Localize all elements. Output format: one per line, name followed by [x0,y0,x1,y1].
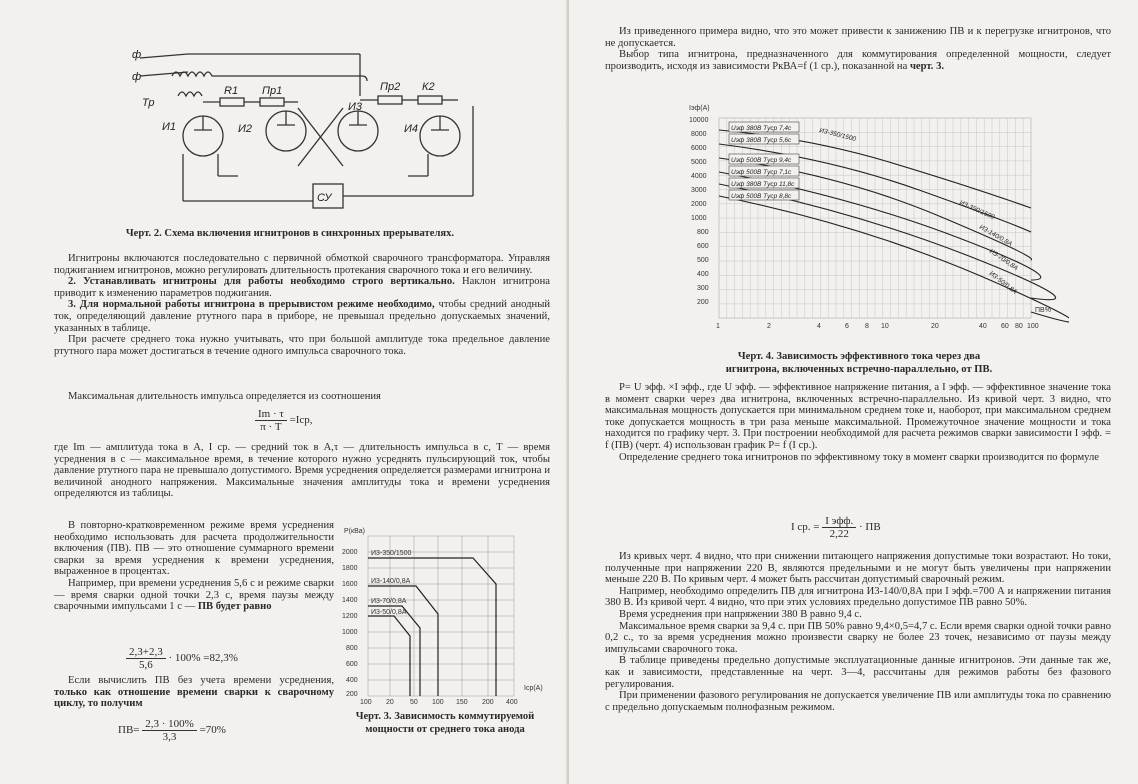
bold-run: черт. 3. [909,60,945,72]
fig4-y-tick: 5000 [691,159,707,166]
fig4-x-tick: 20 [931,323,939,330]
fig3-y-tick: 600 [346,661,358,668]
fig4-x-tick: 100 [1027,323,1039,330]
schematic-label-i1: И1 [162,121,176,133]
paragraph [605,49,1111,72]
fig3-y-title: Р(кВа) [344,528,365,535]
fig3-curve-label: И3-70/0,8А [371,598,407,605]
right-page [569,0,1138,784]
paragraph: Из приведенного примера видно, что это может привести к занижению ПВ и к перегрузке игнитронов, что не допускается. [605,26,1111,49]
fig4-y-tick: 3000 [691,187,707,194]
fig3-y-tick: 1000 [342,629,358,636]
paragraph: где Im — амплитуда тока в А, I ср. — средний ток в А,τ — длительность импульса в с, T — время усреднения в с — максимальное время, в течение которого нужно усреднять пульсирующий ток, чтобы давление ртутного пара не превышало допустимого. Время усреднения определяется размерами игнитрона и величиной анодного напряжения. Максимальные значения амплитуды тока и времени усреднения определяются из таблицы. [54,442,550,500]
fig4-y-title: Iэф(А) [689,105,710,112]
fig3-caption: Черт. 3. Зависимость коммутируемой мощности от среднего тока анода [355,711,535,735]
fig4-x-tick: 80 [1015,323,1023,330]
formula-rhs: =70% [199,724,226,737]
right-text-bottom [605,551,1111,713]
paragraph: Определение среднего тока игнитронов по эффективному току в момент сварки производится по формуле [619,451,1100,463]
paragraph: P= U эфф. ×I эфф., где U эфф. — эффективное напряжение питания, а I эфф. — эффективное значение тока в момент сварки через два игнитрона, включенных встречно-параллельно. Из кривой черт. 3 видно, что максимальная мощность допускается при минимальном среднем токе и, наоборот, при максимальном среднем токе допускается мощность в три раза меньше максимальной. Промежуточное значение мощности и тока находится по графику черт. 3. При построении необходимой для расчета режимов сварки зависимости I эфф. = f (ПВ) (черт. 4) использован график P= f (I ср.). [605,382,1111,451]
paragraph: В таблице приведены предельно допустимые эксплуатационные данные игнитронов. Эти данные так же, как и зависимости, представленные на черт. 3—4, рассчитаны для режимов работы без фазового регулирования. [605,655,1111,690]
text-run: Выбор типа игнитрона, предназначенного для коммутирования определенной мощности, следует производить, исходя из зависимости PкВА=f (1 ср.), показанной на [605,49,1111,72]
fig4-x-tick: 40 [979,323,987,330]
fig4-y-tick: 2000 [691,201,707,208]
formula-denominator: 3,3 [162,731,177,743]
fig4-x-tick: 10 [881,323,889,330]
fig3-curve-label: И3-50/0,8А [371,609,407,616]
fig4-curve-label: И3-350/1500 [958,199,996,222]
left-text-column [54,520,334,613]
formula-lhs: I ср. = [791,521,820,534]
formula-numerator: I эфф. [822,515,856,528]
fig3-x-tick: 200 [482,699,494,704]
paragraph: Игнитроны включаются последовательно с первичной обмоткой сварочного трансформатора. Управляя поджиганием игнитронов, можно регулировать длительность протекания сварочного тока и его величину. [54,253,550,276]
fig3-x-title: Iср(А) [524,685,543,692]
bold-lead: 3. Для нормальной работы игнитрона в прерывистом режиме необходимо, [68,299,435,311]
formula-icp [255,408,313,433]
fig4-y-tick: 200 [697,299,709,306]
text-run: Если вычислить ПВ без учета времени усреднения, [68,675,334,686]
schematic-label-phase-1: ф [132,49,142,61]
formula-numerator: 2,3 · 100% [142,718,197,731]
fig4-y-tick: 800 [697,229,709,236]
fig3-y-tick: 800 [346,645,358,652]
fig4-y-tick: 10000 [689,117,709,124]
formula-rhs: =Icp, [289,414,313,427]
fig3-x-tick: 100 [360,699,372,704]
schematic-label-i4: И4 [404,123,418,135]
fig4-caption [649,350,1069,376]
fig4-x-tick: 2 [767,323,771,330]
paragraph: В повторно-кратковременном режиме время усреднения необходимо использовать для расчета продолжительности включения (ПВ). ПВ — это отношение суммарного времени сварки за время усреднения к времени усреднения, выраженное в процентах. [54,520,334,578]
fig3-y-tick: 2000 [342,549,358,556]
paragraph: Например, необходимо определить ПВ для игнитрона И3-140/0,8А при I эфф.=700 А и напряжении питания 380 В. Из кривой черт. 4 видно, что при этих условиях предельно допустимое ПВ равно 50%. [605,585,1111,609]
formula-rhs: · 100% =82,3% [168,652,238,665]
paragraph: Время усреднения при напряжении 380 В равно 9,4 с. [619,608,862,620]
fig4-y-tick: 400 [697,271,709,278]
fig3-y-tick: 1200 [342,613,358,620]
paragraph [54,276,550,299]
text-run: Наклон игнитрона приводит к изменению параметров поджигания. [54,276,550,299]
right-text-power [605,382,1111,463]
formula-numerator: 2,3+2,3 [126,646,166,659]
paragraph: Максимальное время сварки за 9,4 с. при ПВ 50% равно 9,4×0,5=4,7 с. Если время сварки одной точки равно 0,2 с., то за время усреднения можно произвести сварку не более 23 точек, независимо от паузы между импульсами сварочного тока. [605,620,1111,655]
fig4-x-tick: 60 [1001,323,1009,330]
fig4-y-tick: 4000 [691,173,707,180]
fig4-caption-line: Черт. 4. Зависимость эффективного тока через два [737,351,981,362]
formula-lhs: ПВ= [118,724,140,737]
fig4-y-tick: 8000 [691,131,707,138]
fig4-y-tick: 500 [697,257,709,264]
schematic-label-i2: И2 [238,123,252,135]
fig4-curve-label: И3-50/0,8А [987,270,1018,296]
fig3-y-tick: 400 [346,677,358,684]
schematic-label-i3: И3 [348,101,362,113]
fig3-curve-label: И3-350/1500 [371,550,412,557]
paragraph: Из кривых черт. 4 видно, что при снижении питающего напряжения допустимые токи возрастают. Но токи, полученные при напряжении 220 В, являются предельными и не могут быть увеличены при напряжении меньше 220 В. По кривым черт. 4 может быть рассчитан допустимый сварочный режим. [605,551,1111,586]
formula-numerator: Im · τ [255,408,287,421]
text-run: чтобы средний анодный ток, определяющий давление ртутного пара в приборе, не превышал предельно допускаемых значений, указанных в таблице. [54,299,550,334]
fig4-x-title: ПВ% [1035,307,1051,314]
formula-rhs: · ПВ [859,521,881,534]
schematic-label-pr1: Пр1 [262,85,283,97]
schematic-label-pr2: Пр2 [380,81,401,93]
paragraph: При применении фазового регулирования не допускается увеличение ПВ или амплитуды тока по сравнению с предельно допускаемым полнофазным режимом. [605,690,1111,713]
fig4-x-tick: 6 [845,323,849,330]
left-text-definitions [54,442,550,500]
fig4-curve-label: И3-350/1500 [818,127,857,144]
fig3-y-tick: 1400 [342,597,358,604]
formula-denominator: π · T [260,421,282,433]
fig4-legend-entry: Uэф 380В Tуср 5,6с [731,137,792,144]
fig4-legend-entry: Uэф 380В Tуср 7,4с [731,125,792,132]
schematic-label-tr: Тр [142,97,155,109]
fig4-legend-entry: Uэф 500В Tуср 9,4с [731,157,792,164]
fig2-caption: Черт. 2. Схема включения игнитронов в синхронных прерывателях. [125,228,455,239]
bold-run: только как отношение времени сварки к сварочному циклу, то получим [54,686,334,710]
fig4-y-tick: 1000 [691,215,707,222]
fig3-x-tick: 100 [432,699,444,704]
fig4-curve-label: И3-70/0,8А [987,247,1020,273]
fig4-y-tick: 300 [697,285,709,292]
formula-icp-eff [791,515,881,540]
fig3-x-tick: 150 [456,699,468,704]
fig4-y-tick: 600 [697,243,709,250]
fig4-y-tick: 6000 [691,145,707,152]
fig4-x-tick: 4 [817,323,821,330]
left-text-top [54,253,550,357]
paragraph: Максимальная длительность импульса определяется из соотношения [68,391,381,402]
right-text-top [605,26,1111,72]
fig4-legend-entry: Uэф 380В Tуср 11,8с [731,181,795,188]
fig3-chart [338,524,558,704]
fig4-legend-entry: Uэф 500В Tуср 8,8с [731,193,792,200]
text-run: Например, при времени усреднения 5,6 с и режиме сварки — время сварки одной точки 2,3 с, время паузы между сварочными импульсами 1 с — [54,577,334,613]
fig3-y-tick: 200 [346,691,358,698]
ignitron-schematic [128,36,498,216]
fig3-x-tick: 400 [506,699,518,704]
paragraph [54,675,334,710]
paragraph: При расчете среднего тока нужно учитывать, что при большой амплитуде тока предельное давление ртутного пара может достигаться в течение одного импульса сварочного тока. [54,334,550,357]
schematic-label-k2: К2 [422,81,435,93]
schematic-label-r1: R1 [224,85,239,97]
schematic-label-su: СУ [317,192,332,204]
fig4-chart [689,100,1069,330]
fig4-x-tick: 8 [865,323,869,330]
fig4-caption-line: игнитрона, включенных встречно-параллельно, от ПВ. [725,364,993,375]
paragraph [54,578,334,613]
fig3-x-tick: 50 [410,699,418,704]
bold-run: ПВ будет равно [197,601,272,613]
fig3-x-tick: 20 [386,699,394,704]
formula-denominator: 2,22 [829,528,849,540]
left-text-max-duration [54,391,550,403]
fig3-y-tick: 1600 [342,581,358,588]
formula-pv-example [126,646,238,671]
left-text-without-averaging [54,675,334,710]
formula-denominator: 5,6 [138,659,153,671]
paragraph [54,299,550,334]
fig3-y-tick: 1800 [342,565,358,572]
fig4-legend-entry: Uэф 500В Tуср 7,1с [731,169,792,176]
schematic-label-phase-2: ф [132,71,142,83]
fig3-curve-label: И3-140/0,8А [371,578,411,585]
fig4-x-tick: 1 [716,323,720,330]
fig4-curve-label: И3-140/0,8А [978,223,1014,248]
formula-pv-simple [118,718,226,743]
bold-lead: 2. Устанавливать игнитроны для работы необходимо строго вертикально. [68,276,455,288]
